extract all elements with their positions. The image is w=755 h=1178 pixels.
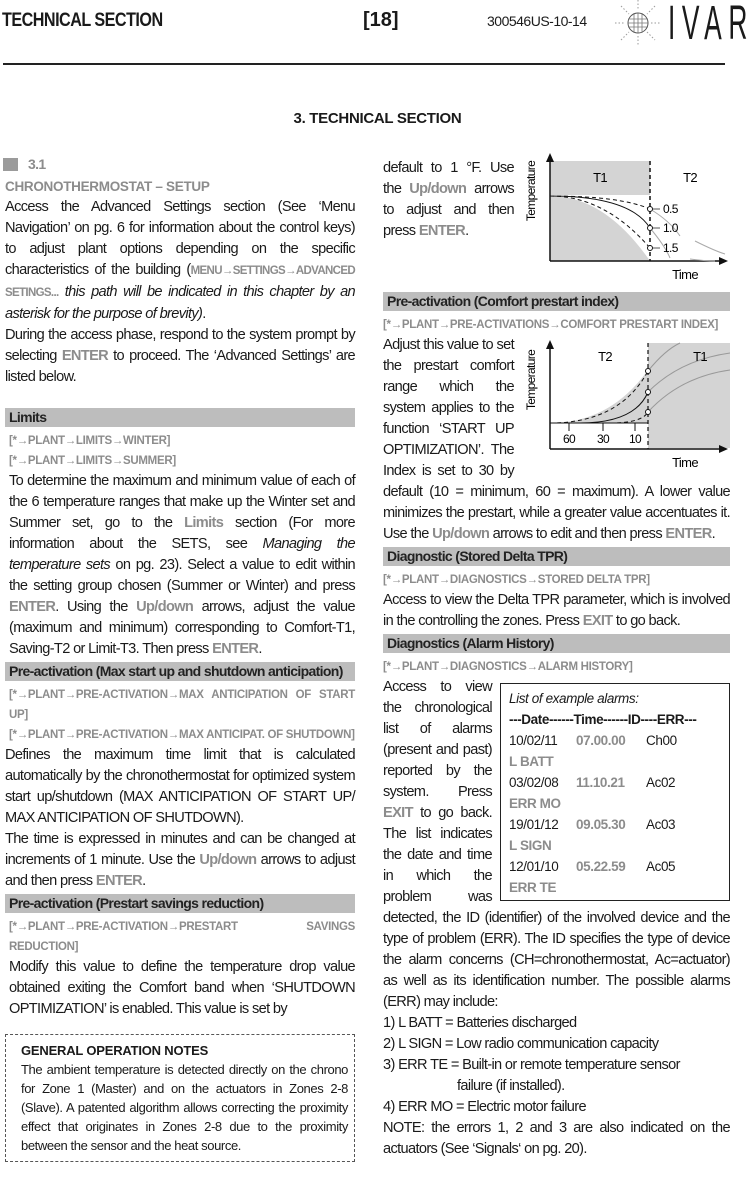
key-name: Up/down <box>136 599 194 615</box>
delta-tpr-heading: Diagnostic (Stored Delta TPR) <box>383 547 730 566</box>
right-column <box>383 158 730 1160</box>
header-rule <box>3 63 725 65</box>
text: Defines the maximum time limit that is calculated automatically by the chronothermostat for optimized system start up/shutdown (MAX ANTICIPATION OF START UP/ MAX ANTICIPATION OF SHUTDOWN). <box>5 747 355 826</box>
prestart-savings-heading: Pre-activation (Prestart savings reduction) <box>5 894 355 913</box>
text: arrows to adjust and then press <box>383 181 514 239</box>
zone-label-t1: T1 <box>593 170 607 185</box>
curve-label: 1.0 <box>663 221 678 235</box>
zone-label-t2: T2 <box>598 349 612 364</box>
alarm-e: L SIGN <box>509 838 552 853</box>
alarm-t: 11.10.21 <box>576 775 625 790</box>
left-column <box>5 154 355 1162</box>
general-operation-notes <box>5 1034 355 1162</box>
text: default to 1 °F. Use the <box>383 160 514 197</box>
menu-path: [*→PLANT→PRE-ACTIVATION→PRESTART SAVINGS REDUCTION] <box>9 921 355 953</box>
index-tick-label: 10 <box>628 432 642 446</box>
section-marker-icon <box>3 158 18 171</box>
menu-path: [*→PLANT→DIAGNOSTICS→STORED DELTA TPR] <box>383 574 650 586</box>
text: arrows to edit and then press <box>489 526 666 542</box>
key-name: EXIT <box>582 613 613 629</box>
text: to go back. <box>612 613 681 629</box>
text: Modify this value to define the temperature drop value obtained exiting the Comfort band when ‘SHUTDOWN OPTIMIZATION’ is enabled. This value is set by <box>9 959 355 1017</box>
key-name: ENTER <box>61 348 109 364</box>
alarm-list-item: 1) L BATT = Batteries discharged <box>383 1015 577 1031</box>
text: The time is expressed in minutes and can be changed at increments of 1 minute. Use the <box>5 831 355 868</box>
alarm-d: 12/01/10 <box>509 859 559 874</box>
alarm-list <box>383 1013 730 1118</box>
prestart-savings-paragraph <box>5 957 355 1020</box>
text: . Using the <box>55 599 137 615</box>
comfort-prestart-heading: Pre-activation (Comfort prestart index) <box>383 292 730 311</box>
curve-label: 0.5 <box>663 202 678 216</box>
y-axis-label: Temperature <box>524 349 538 411</box>
startup-optimization-diagram <box>520 335 730 475</box>
document-code: 300546US-10-14 <box>487 13 587 29</box>
alarm-t: 05.22.59 <box>576 859 626 874</box>
text: Access the Advanced Settings section (See ‘Menu Navigation’ on pg. 6 for information about the control keys) to adjust plant options depending on the specific characteristics of the building ( <box>5 199 355 278</box>
section-number <box>3 154 355 175</box>
text: Access to view the chronological list of alarms (present and past) reported by the system. Press <box>383 679 492 800</box>
text: on pg. 23). Select a value to edit within the setting group chosen (Summer or Winter) and press <box>9 557 356 594</box>
preactivation-max-paragraph-2 <box>5 829 355 892</box>
text: . <box>258 641 262 657</box>
section-title: 3. TECHNICAL SECTION <box>293 110 462 127</box>
alarm-row <box>509 730 723 772</box>
alarm-d: 19/01/12 <box>509 817 559 832</box>
alarm-row <box>509 856 723 898</box>
alarm-e: ERR MO <box>509 796 561 811</box>
alarm-d: 03/02/08 <box>509 775 559 790</box>
menu-path: [*→PLANT→PRE-ACTIVATIONS→COMFORT PRESTART INDEX] <box>383 319 719 331</box>
text: section (For more information about the SETS, see <box>9 515 355 552</box>
header-title: TECHNICAL SECTION <box>2 10 163 31</box>
delta-tpr-paragraph <box>383 590 730 632</box>
limits-heading: Limits <box>5 408 355 427</box>
x-axis-label: Time <box>672 455 698 470</box>
menu-path: [*→PLANT→PRE-ACTIVATION→MAX ANTICIPAT. OF SHUTDOWN] <box>9 729 355 741</box>
alarm-e: ERR TE <box>509 880 557 895</box>
subsection-heading: CHRONOTHERMOSTAT – SETUP <box>5 179 210 194</box>
limits-paragraph <box>5 471 355 660</box>
text: . <box>202 306 206 322</box>
key-name: ENTER <box>418 223 466 239</box>
key-name: ENTER <box>95 873 143 889</box>
key-name: EXIT <box>383 805 413 821</box>
key-name: ENTER <box>665 526 712 542</box>
menu-path: MENU→SETTINGS→ADVANCED SETINGS... <box>5 265 355 299</box>
menu-path: [*→PLANT→LIMITS→SUMMER] <box>9 455 176 467</box>
page-number: [18] <box>363 9 399 31</box>
text: . <box>465 223 469 239</box>
alarm-list-item-continued: failure (if installed). <box>457 1078 565 1094</box>
menu-path: [*→PLANT→PRE-ACTIVATION→MAX ANTICIPATION OF START UP] <box>9 689 355 721</box>
notes-body: The ambient temperature is detected directly on the chrono for Zone 1 (Master) and on the actuators in Zones 2-8 (Slave). A patented algorithm allows correcting the proximity effect that originates in Zones 2-8 due to the proximity between the sensor and the heat source. <box>21 1062 348 1153</box>
alarm-t: 09.05.30 <box>576 817 626 832</box>
brand-logo: IVAR <box>668 0 755 50</box>
text: Adjust this value to set the prestart comfort range which the system applies to the function ‘START UP OPTIMIZATION’. The Index is set to 30 by default (10 = minimum, 60 = maximum). A lower value minimizes the prestart, while a greater value accentuates it. Use the <box>383 337 730 542</box>
alarm-history-heading: Diagnostics (Alarm History) <box>383 634 730 653</box>
alarm-list-item: 4) ERR MO = Electric motor failure <box>383 1099 586 1115</box>
preactivation-max-heading: Pre-activation (Max start up and shutdown anticipation) <box>5 662 355 681</box>
zone-label-t2: T2 <box>683 170 697 185</box>
key-name: ENTER <box>212 641 259 657</box>
text: During the access phase, respond to the system prompt by selecting <box>5 327 355 364</box>
key-name: Up/down <box>409 181 467 197</box>
text: arrows, adjust the value (maximum and minimum) corresponding to Comfort-T1, Saving-T2 or Limit-T3. Then press <box>9 599 355 657</box>
alarm-t: 07.00.00 <box>576 733 626 748</box>
alarm-id: Ac02 <box>646 775 676 790</box>
alarm-box-header: ---Date------Time------ID----ERR--- <box>509 712 697 727</box>
alarm-e: L BATT <box>509 754 554 769</box>
zone-label-t1: T1 <box>693 349 707 364</box>
notes-title: GENERAL OPERATION NOTES <box>21 1043 209 1058</box>
key-name: ENTER <box>9 599 56 615</box>
alarm-id: Ch00 <box>646 733 677 748</box>
shutdown-optimization-diagram <box>520 146 730 286</box>
italic-text: Managing the temperature sets <box>9 536 355 573</box>
index-tick-label: 30 <box>596 432 610 446</box>
alarm-note: NOTE: the errors 1, 2 and 3 are also indicated on the actuators (See ‘Signals‘ on pg. 20). <box>383 1120 730 1157</box>
curve-label: 1.5 <box>663 241 678 255</box>
text: . <box>142 873 146 889</box>
alarm-row <box>509 814 723 856</box>
menu-path: [*→PLANT→LIMITS→WINTER] <box>9 435 171 447</box>
italic-text: this path will be indicated in this chapter by an asterisk for the purpose of brevity) <box>5 284 355 322</box>
text: to proceed. The ‘Advanced Settings’ are listed below. <box>5 348 355 385</box>
key-name: Up/down <box>199 852 257 868</box>
alarm-row <box>509 772 723 814</box>
text: arrows to adjust and then press <box>5 852 355 889</box>
key-name: Up/down <box>432 526 490 542</box>
alarm-list-item: 2) L SIGN = Low radio communication capacity <box>383 1036 659 1052</box>
key-name: Limits <box>184 515 224 531</box>
alarm-d: 10/02/11 <box>509 733 558 748</box>
alarm-box-caption: List of example alarms: <box>509 691 639 706</box>
menu-path: [*→PLANT→DIAGNOSTICS→ALARM HISTORY] <box>383 661 633 673</box>
index-tick-label: 60 <box>562 432 576 446</box>
alarm-history-paragraph <box>383 677 730 1013</box>
text: To determine the maximum and minimum value of each of the 6 temperature ranges that make up the Winter set and Summer set, go to the <box>9 473 355 531</box>
globe-logo-icon <box>615 0 661 46</box>
text: . <box>711 526 716 542</box>
preactivation-max-paragraph <box>5 745 355 829</box>
text: to go back. The list indicates the date and time in which the problem was detected, the ID (identifier) of the involved device and the type of problem (ERR). The ID specifies the type of device the alarm concerns (CH=chronothermostat, Ac=actuator) as well as its identification number. The possible alarms (ERR) may include: <box>383 805 730 1010</box>
section-number-text: 3.1 <box>28 156 46 172</box>
intro-paragraph-2 <box>5 325 355 388</box>
alarm-id: Ac03 <box>646 817 676 832</box>
example-alarms-box <box>500 683 730 901</box>
y-axis-label: Temperature <box>524 160 538 222</box>
alarm-id: Ac05 <box>646 859 676 874</box>
x-axis-label: Time <box>672 267 698 282</box>
text: Access to view the Delta TPR parameter, which is involved in the controlling the zones. Press <box>383 592 730 629</box>
intro-paragraph <box>5 197 355 325</box>
alarm-list-item: 3) ERR TE = Built-in or remote temperature sensor <box>383 1057 680 1073</box>
